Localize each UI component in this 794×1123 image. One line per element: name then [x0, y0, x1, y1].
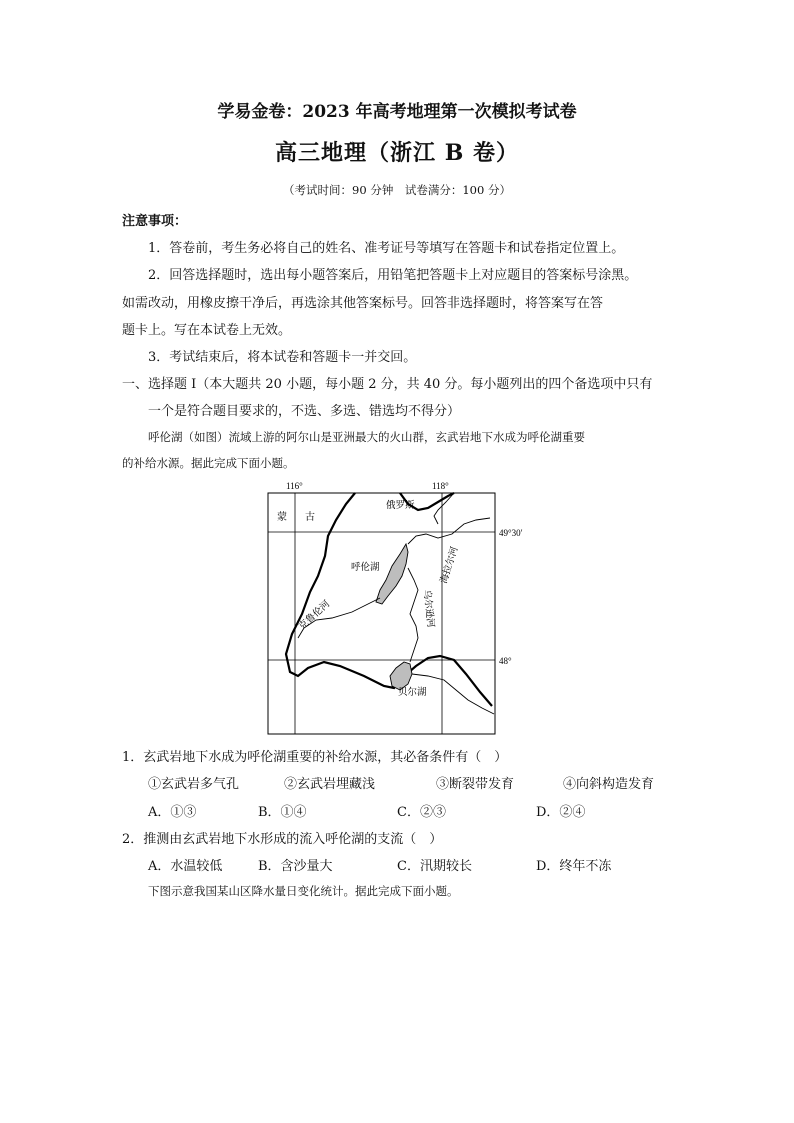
intro-paragraph-line-1: 呼伦湖（如图）流域上游的阿尔山是亚洲最大的火山群，玄武岩地下水成为呼伦湖重要 [148, 430, 585, 444]
hulun-lake-shape [376, 544, 408, 604]
map-label-kelulun-river: 克鲁伦河 [296, 598, 333, 633]
q2-option-b[interactable]: B．含沙量大 [258, 859, 333, 874]
map-label-hulun-lake: 呼伦湖 [351, 562, 380, 573]
map-label-mongolia-1: 蒙 [277, 512, 287, 523]
buir-lake-shape [390, 662, 412, 690]
map-label-hailaer-river: 海拉尔河 [438, 545, 461, 585]
notice-heading: 注意事项： [122, 214, 188, 229]
exam-series-title: 学易金卷：2023 年高考地理第一次模拟考试卷 [217, 102, 577, 122]
map-label-mongolia-2: 古 [305, 512, 315, 523]
q2-option-c[interactable]: C．汛期较长 [397, 859, 472, 874]
question-1-stem: 1．玄武岩地下水成为呼伦湖重要的补给水源，其必备条件有（ ） [122, 750, 508, 765]
q2-option-d[interactable]: D．终年不冻 [536, 859, 612, 874]
q1-option-b[interactable]: B．①④ [258, 805, 307, 820]
q1-option-d[interactable]: D．②④ [536, 805, 586, 820]
q1-statement-4: ④向斜构造发育 [563, 777, 655, 792]
q1-option-c[interactable]: C．②③ [397, 805, 446, 820]
exam-subject-title: 高三地理（浙江 B 卷） [275, 140, 519, 166]
hulun-lake-map [268, 480, 523, 738]
notice-item-2-line-1: 2．回答选择题时，选出每小题答案后，用铅笔把答题卡上对应题目的答案标号涂黑。 [148, 268, 638, 283]
map-label-russia: 俄罗斯 [386, 500, 415, 511]
q1-statement-1: ①玄武岩多气孔 [148, 777, 240, 792]
intro-paragraph-2: 下图示意我国某山区降水量日变化统计。据此完成下面小题。 [148, 884, 459, 898]
notice-item-3: 3．考试结束后，将本试卷和答题卡一并交回。 [148, 350, 417, 365]
intro-paragraph-line-2: 的补给水源。据此完成下面小题。 [122, 456, 295, 470]
hailaer-river-line [408, 518, 490, 544]
notice-item-1: 1．答卷前，考生务必将自己的姓名、准考证号等填写在答题卡和试卷指定位置上。 [148, 241, 625, 256]
longitude-label-116: 116° [286, 481, 303, 491]
q1-option-a[interactable]: A．①③ [148, 805, 197, 820]
longitude-label-118: 118° [432, 481, 449, 491]
q2-option-a[interactable]: A．水温较低 [148, 859, 223, 874]
map-label-buir-lake: 贝尔湖 [398, 687, 427, 698]
q1-statement-3: ③断裂带发育 [436, 777, 515, 792]
wuerxun-river-line [408, 568, 418, 662]
q1-statement-2: ②玄武岩埋藏浅 [284, 777, 376, 792]
question-2-stem: 2．推测由玄武岩地下水形成的流入呼伦湖的支流（ ） [122, 832, 443, 847]
exam-time-and-score: （考试时间：90 分钟 试卷满分：100 分） [283, 183, 511, 197]
section-1-heading-line-2: 一个是符合题目要求的，不选、多选、错选均不得分） [148, 404, 461, 419]
map-label-wuerxun-river: 乌尔逊河 [421, 589, 436, 629]
notice-item-2-line-3: 题卡上。写在本试卷上无效。 [122, 323, 292, 338]
latitude-label-48: 48° [499, 656, 512, 666]
section-1-heading-line-1: 一、选择题 I（本大题共 20 小题，每小题 2 分，共 40 分。每小题列出的四个备选项中只有 [122, 377, 653, 392]
national-border [286, 493, 492, 706]
latitude-label-49-30: 49°30′ [499, 528, 523, 538]
notice-item-2-line-2: 如需改动，用橡皮擦干净后，再选涂其他答案标号。回答非选择题时，将答案写在答 [122, 296, 604, 311]
